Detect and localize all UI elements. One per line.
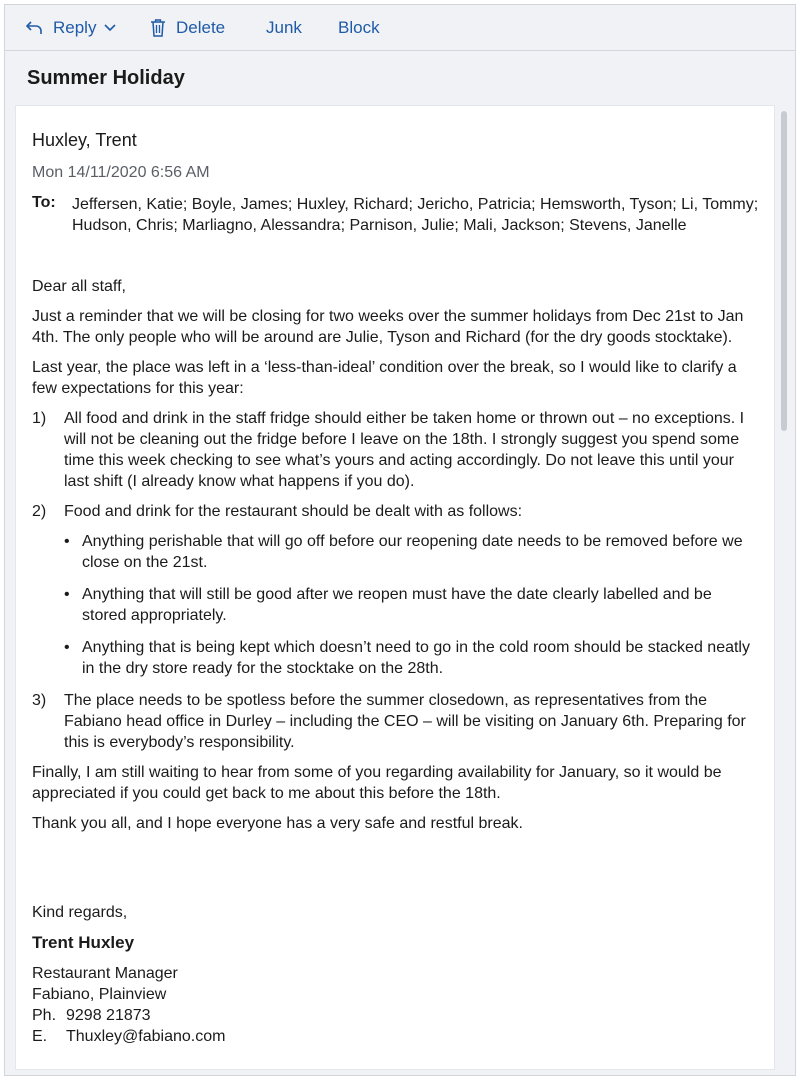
trash-icon [150,19,166,37]
email-label: E. [32,1028,48,1045]
toolbar [5,5,795,51]
bullet-text: Anything that is being kept which doesn’t need to go in the cold room should be stacked neatly in the dry store ready for the stocktake on the 28th. [82,639,750,677]
message-card [15,105,775,1070]
chevron-down-icon[interactable] [104,24,116,32]
bullet-text: Anything that will still be good after we reopen must have the date clearly labelled and be stored appropriately. [82,586,712,624]
delete-label: Delete [176,18,226,37]
email-address[interactable]: Thuxley@fabiano.com [66,1028,226,1045]
email-window [4,4,796,1076]
sent-date: Mon 14/11/2020 6:56 AM [32,164,210,181]
body-paragraph: Thank you all, and I hope everyone has a very safe and restful break. [32,815,523,832]
bullet-item [64,637,752,679]
list-number: 1) [32,410,47,427]
closing: Kind regards, [32,904,128,921]
scrollbar-thumb[interactable] [781,111,787,431]
list-item [32,501,752,679]
junk-label: Junk [266,18,302,37]
junk-button[interactable] [266,5,302,51]
bullet-text: Anything perishable that will go off before our reopening date needs to be removed before we close on the 21st. [82,533,743,571]
body-paragraph: Last year, the place was left in a ‘less-than-ideal’ condition over the break, so I would like to clarify a few expectations for this year: [32,359,737,397]
message-body [32,276,752,843]
signature-email [32,1026,532,1047]
bullet-dot: • [64,586,70,603]
bullet-item [64,531,752,573]
body-paragraph: Finally, I am still waiting to hear from some of you regarding availability for January, so it would be appreciated if you could get back to me about this before the 18th. [32,764,722,802]
greeting: Dear all staff, [32,278,126,295]
list-item-text: The place needs to be spotless before the summer closedown, as representatives from the Fabiano head office in Durley – including the CEO – will be visiting on January 6th. Preparing for this is everybody’s responsibility. [64,692,746,751]
body-paragraph: Just a reminder that we will be closing for two weeks over the summer holidays from Dec 21st to Jan 4th. The only people who will be around are Julie, Tyson and Richard (for the dry goods stocktake). [32,308,744,346]
list-number: 2) [32,503,47,520]
bullet-item [64,584,752,626]
signature-name: Trent Huxley [32,933,135,952]
block-label: Block [338,18,380,37]
scrollbar[interactable] [777,105,789,1070]
reply-button[interactable] [25,5,116,51]
signature [32,902,532,1047]
block-button[interactable] [338,5,380,51]
list-item [32,690,752,753]
signature-phone [32,1005,532,1026]
to-label: To: [32,194,56,211]
bullet-list [64,531,752,679]
email-subject: Summer Holiday [27,67,185,89]
bullet-dot: • [64,639,70,656]
bullet-dot: • [64,533,70,550]
list-number: 3) [32,692,47,709]
phone-number: 9298 21873 [66,1007,151,1024]
sender-name[interactable]: Huxley, Trent [32,130,137,150]
signature-company: Fabiano, Plainview [32,986,167,1003]
reply-label: Reply [53,18,97,37]
list-item-text: All food and drink in the staff fridge should either be taken home or thrown out – no exceptions. I will not be cleaning out the fridge before I leave on the 18th. I strongly suggest you spend some time this week checking to see what’s yours and acting accordingly. Do not leave this until your last shift (I already know what happens if you do). [64,410,745,490]
recipient-list[interactable]: Jeffersen, Katie; Boyle, James; Huxley, Richard; Jericho, Patricia; Hemsworth, Tyson; Li, Tommy; Hudson, Chris; Marliagno, Alessandra; Parnison, Julie; Mali, Jackson; Stevens, Janelle [72,196,759,234]
list-item-text: Food and drink for the restaurant should be dealt with as follows: [64,503,523,520]
delete-button[interactable] [150,5,225,51]
reply-icon [25,20,43,36]
signature-title: Restaurant Manager [32,965,178,982]
list-item [32,408,752,492]
phone-label: Ph. [32,1007,57,1024]
